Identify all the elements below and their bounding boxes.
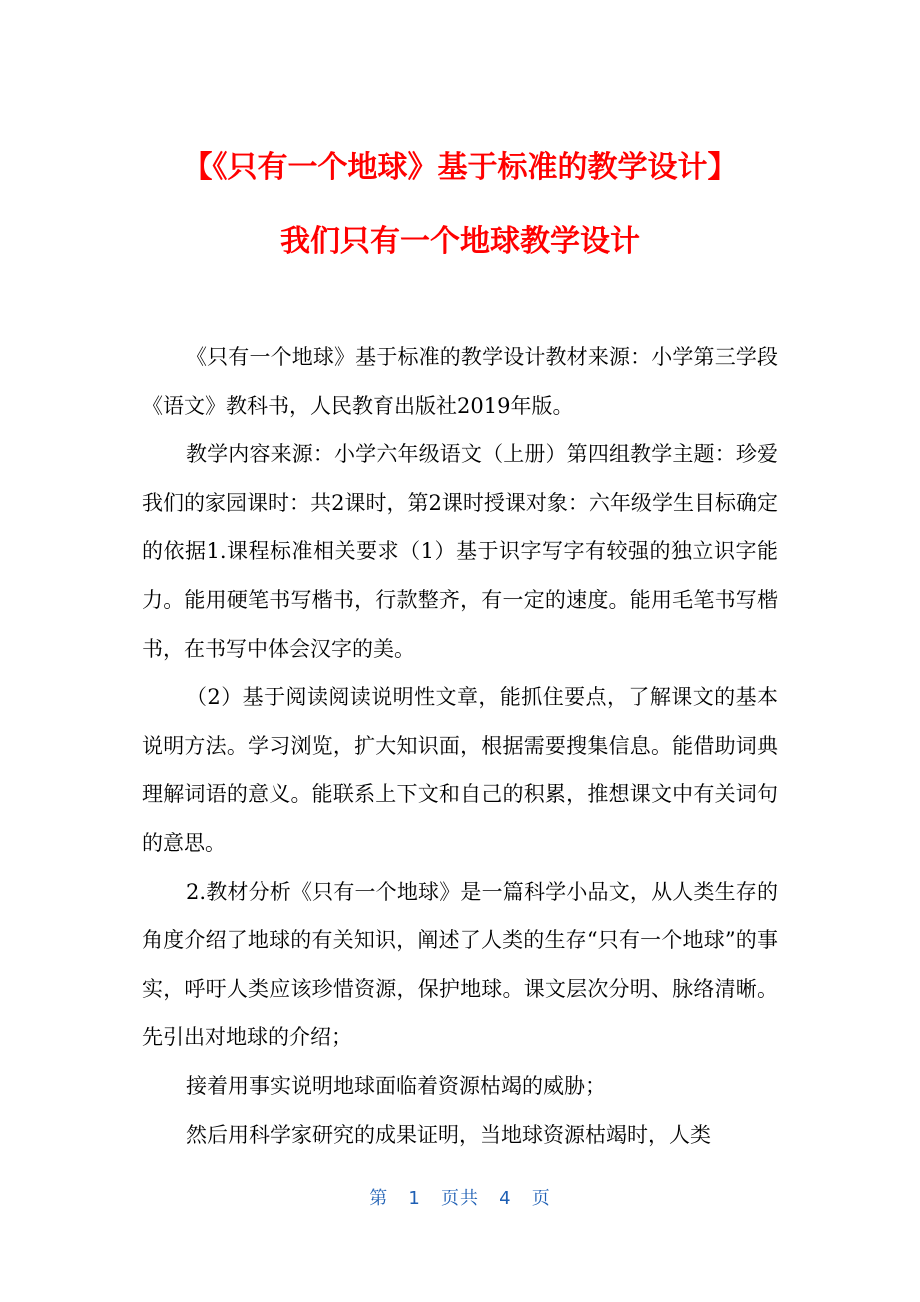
body-paragraph-1: 《只有一个地球》基于标准的教学设计教材来源：小学第三学段《语文》教科书，人民教育出版社2019年版。 — [142, 345, 778, 418]
body-paragraph-4: 2.教材分析《只有一个地球》是一篇科学小品文，从人类生存的角度介绍了地球的有关知识，阐述了人类的生存“只有一个地球”的事实，呼吁人类应该珍惜资源，保护地球。课文层次分明、脉络清晰。先引出对地球的介绍； — [142, 879, 778, 1050]
body-paragraph-3: （2）基于阅读阅读说明性文章，能抓住要点，了解课文的基本说明方法。学习浏览，扩大知识面，根据需要搜集信息。能借助词典理解词语的意义。能联系上下文和自己的积累，推想课文中有关词句的意思。 — [142, 685, 778, 855]
footer-page-prefix: 第 — [369, 1188, 389, 1209]
document-title-line-2: 我们只有一个地球教学设计 — [280, 224, 640, 259]
body-paragraph-5: 接着用事实说明地球面临着资源枯竭的威胁； — [186, 1073, 606, 1098]
body-paragraph-2: 教学内容来源：小学六年级语文（上册）第四组教学主题：珍爱我们的家园课时：共2课时，第2课时授课对象：六年级学生目标确定的依据1.课程标准相关要求（1）基于识字写字有较强的独立识字能力。能用硬笔书写楷书，行款整齐，有一定的速度。能用毛笔书写楷书，在书写中体会汉字的美。 — [142, 442, 778, 661]
footer-page-middle: 页共 — [441, 1188, 479, 1209]
footer-page-suffix: 页 — [531, 1188, 551, 1209]
body-paragraph-6: 然后用科学家研究的成果证明，当地球资源枯竭时，人类 — [186, 1122, 711, 1147]
document-title-line-1: 【《只有一个地球》基于标准的教学设计】 — [182, 150, 738, 185]
document-body — [142, 333, 778, 1159]
footer-total-pages: 4 — [499, 1188, 512, 1209]
footer-current-page: 1 — [408, 1188, 421, 1209]
page-footer — [0, 1184, 920, 1210]
